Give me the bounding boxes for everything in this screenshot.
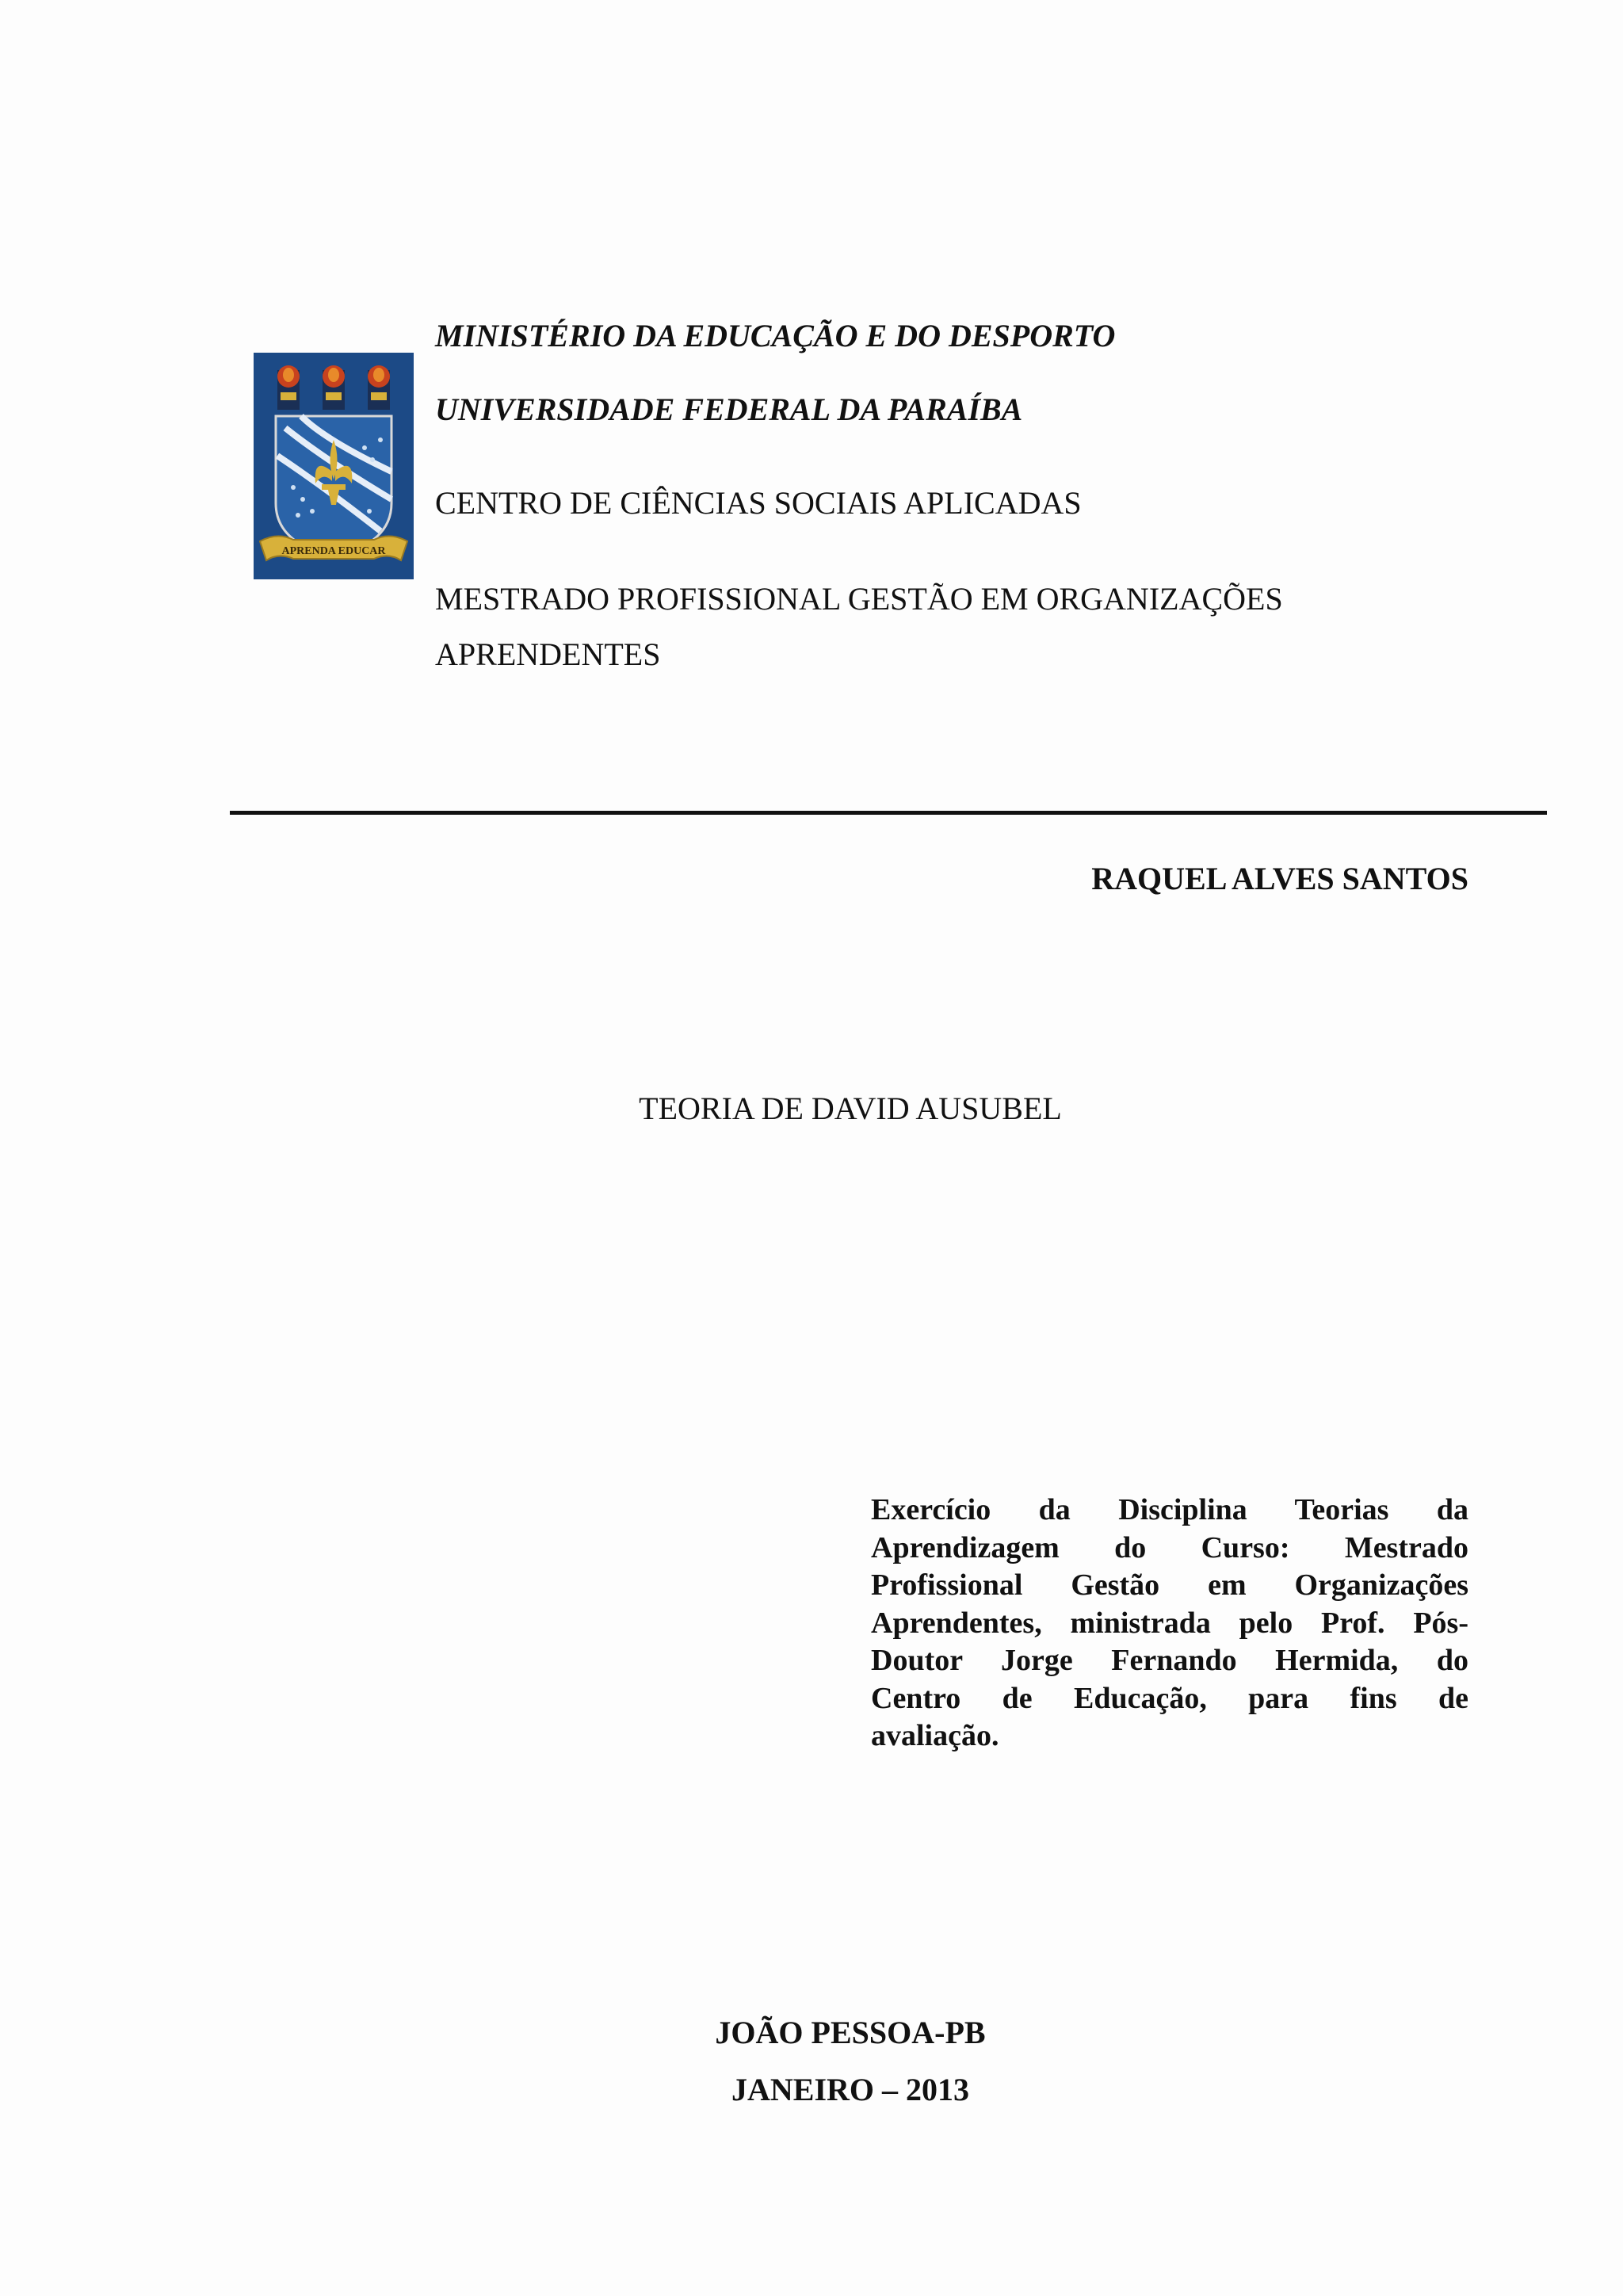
horizontal-divider: [230, 811, 1547, 815]
submission-note-line: Aprendentes, ministrada pelo Prof. Pós-: [871, 1606, 1468, 1640]
submission-note-line: Exercício da Disciplina Teorias da: [871, 1493, 1468, 1526]
submission-note-line: Aprendizagem do Curso: Mestrado: [871, 1530, 1468, 1564]
document-title: TEORIA DE DAVID AUSUBEL: [639, 1091, 1062, 1126]
author-name: RAQUEL ALVES SANTOS: [1091, 861, 1468, 896]
submission-note: [871, 1492, 1468, 1755]
program-heading-line-1: MESTRADO PROFISSIONAL GESTÃO EM ORGANIZAÇÕES: [435, 581, 1283, 617]
place-of-publication: JOÃO PESSOA-PB: [715, 2015, 986, 2050]
university-heading: UNIVERSIDADE FEDERAL DA PARAÍBA: [435, 392, 1023, 427]
program-heading-line-2: APRENDENTES: [435, 636, 661, 672]
ministry-heading: MINISTÉRIO DA EDUCAÇÃO E DO DESPORTO: [435, 318, 1116, 353]
submission-note-line: Profissional Gestão em Organizações: [871, 1568, 1468, 1602]
submission-note-line: avaliação.: [871, 1719, 999, 1752]
svg-text:APRENDA EDUCAR: APRENDA EDUCAR: [281, 545, 386, 557]
submission-note-line: Centro de Educação, para fins de: [871, 1681, 1468, 1715]
submission-note-line: Doutor Jorge Fernando Hermida, do: [871, 1644, 1468, 1677]
publication-date: JANEIRO – 2013: [731, 2072, 970, 2107]
university-crest-logo: [254, 353, 414, 579]
center-heading: CENTRO DE CIÊNCIAS SOCIAIS APLICADAS: [435, 485, 1082, 521]
